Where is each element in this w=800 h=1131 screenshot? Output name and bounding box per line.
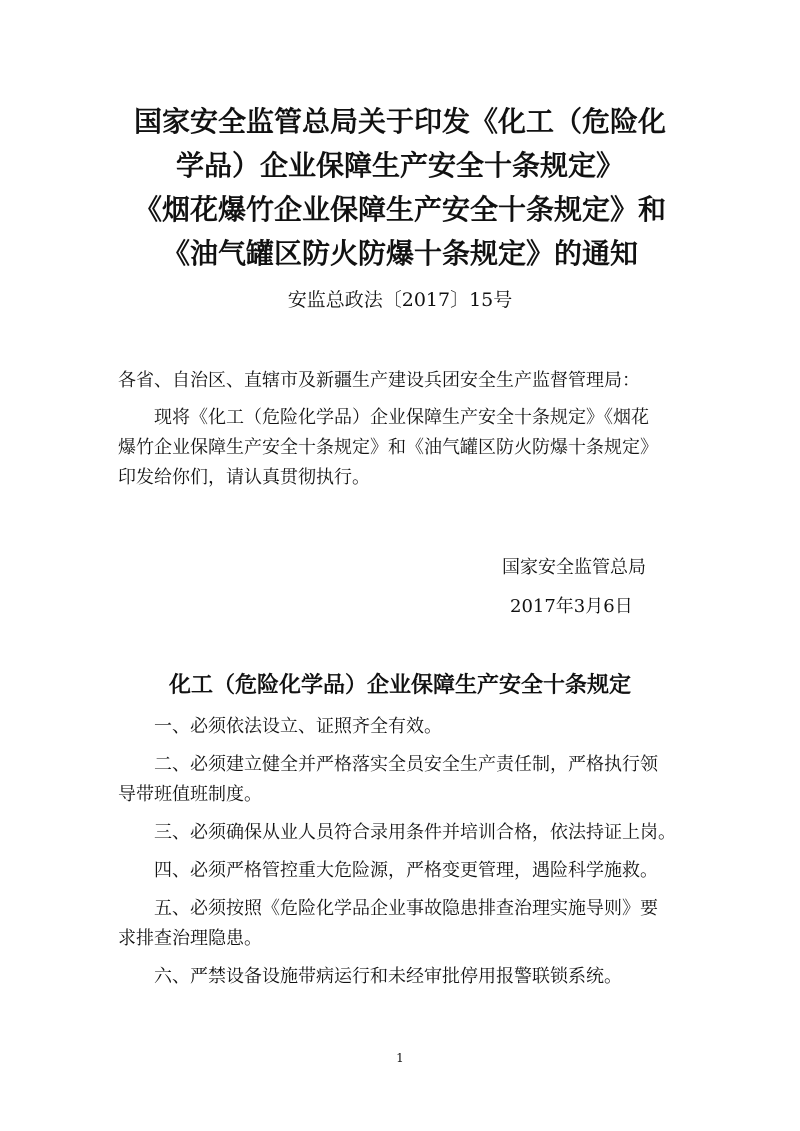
title-line: 《油气罐区防火防爆十条规定》的通知: [161, 237, 638, 270]
paragraph-line: 现将《化工（危险化学品）企业保障生产安全十条规定》《烟花: [154, 407, 649, 428]
signature-organization: 国家安全监管总局: [502, 557, 646, 578]
rule-item: [118, 962, 698, 992]
paragraph-line: 爆竹企业保障生产安全十条规定》和《油气罐区防火防爆十条规定》: [118, 437, 658, 458]
rule-line: 导带班值班制度。: [118, 784, 262, 805]
rule-line: 二、必须建立健全并严格落实全员安全生产责任制，严格执行领: [154, 754, 658, 775]
rule-line: 求排查治理隐患。: [118, 928, 262, 949]
document-title: [90, 100, 710, 276]
signature-date: 2017年3月6日: [510, 596, 633, 617]
title-line: 学品）企业保障生产安全十条规定》: [175, 149, 624, 182]
section-title: 化工（危险化学品）企业保障生产安全十条规定: [168, 673, 631, 698]
recipient-line: 各省、自治区、直辖市及新疆生产建设兵团安全生产监督管理局：: [118, 370, 640, 391]
document-number: 安监总政法〔2017〕15号: [287, 289, 513, 311]
page-number: 1: [396, 1051, 404, 1065]
rule-line: 一、必须依法设立、证照齐全有效。: [154, 716, 442, 737]
paragraph-line: 印发给你们，请认真贯彻执行。: [118, 467, 370, 488]
rule-item: [118, 712, 698, 742]
rule-line: 六、严禁设备设施带病运行和未经审批停用报警联锁系统。: [154, 966, 622, 987]
rule-item: [118, 894, 698, 954]
main-paragraph: [118, 403, 698, 493]
rule-line: 三、必须确保从业人员符合录用条件并培训合格，依法持证上岗。: [154, 822, 676, 843]
rule-line: 四、必须严格管控重大危险源，严格变更管理，遇险科学施救。: [154, 860, 658, 881]
rule-line: 五、必须按照《危险化学品企业事故隐患排查治理实施导则》要: [154, 898, 658, 919]
title-line: 《烟花爆竹企业保障生产安全十条规定》和: [133, 193, 666, 226]
rule-item: [118, 750, 698, 810]
rule-item: [118, 818, 698, 848]
title-line: 国家安全监管总局关于印发《化工（危险化: [133, 105, 666, 138]
rules-list: [118, 712, 698, 1000]
rule-item: [118, 856, 698, 886]
